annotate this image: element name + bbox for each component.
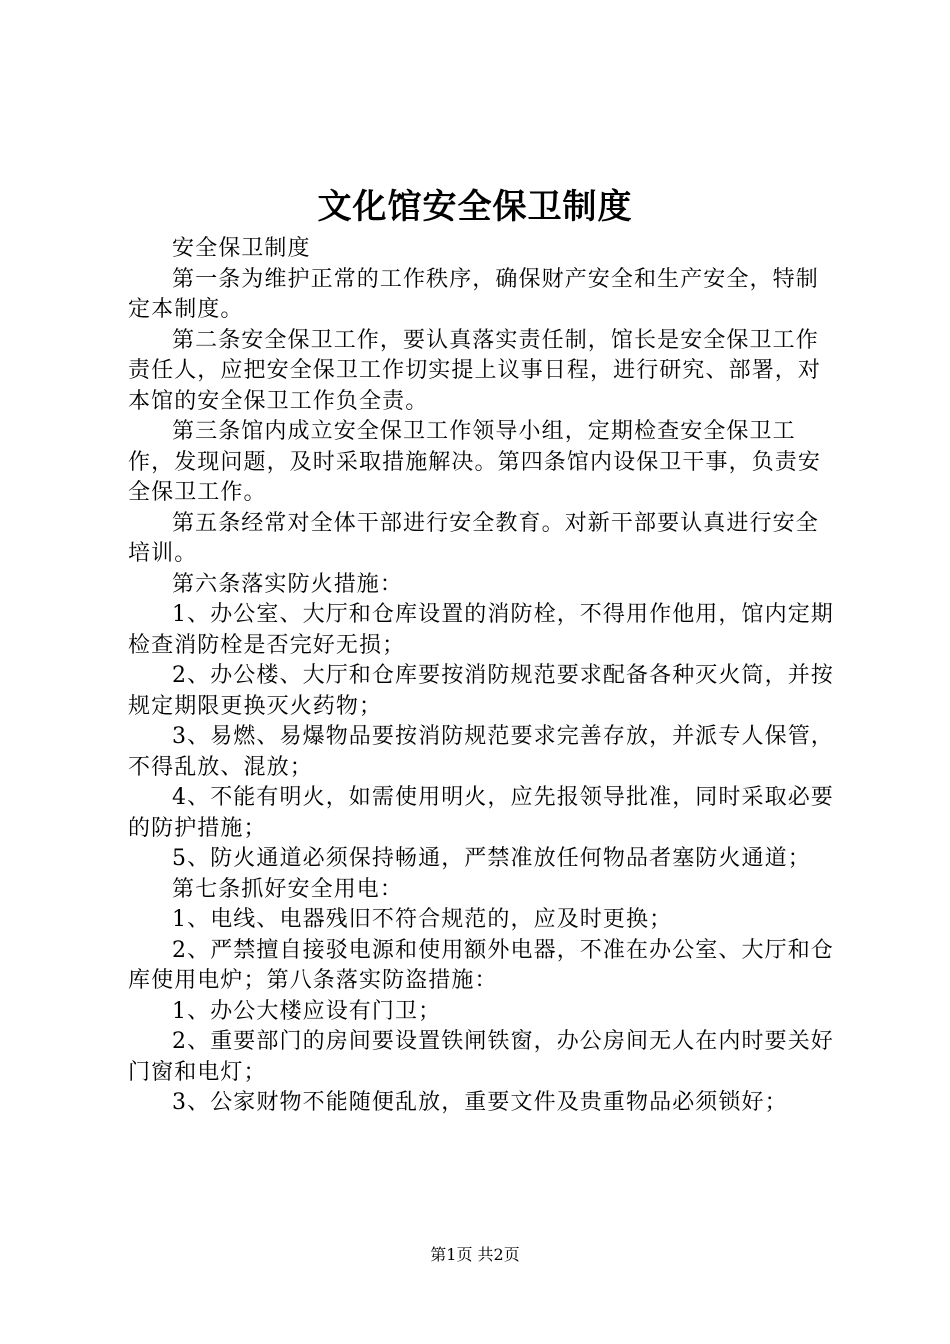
page-footer: 第1页 共2页 — [430, 1245, 520, 1264]
paragraph-electric-item-1: 1、电线、电器残旧不符合规范的，应及时更换； — [172, 907, 673, 932]
paragraph-article-1: 第一条为维护正常的工作秩序，确保财产安全和生产安全，特制定本制度。 — [128, 266, 819, 322]
paragraph-fire-item-3: 3、易燃、易爆物品要按消防规范要求完善存放，并派专人保管，不得乱放、混放； — [128, 724, 834, 780]
document-body — [128, 234, 834, 1119]
document-title: 文化馆安全保卫制度 — [317, 187, 633, 227]
paragraph-theft-item-3: 3、公家财物不能随便乱放，重要文件及贵重物品必须锁好； — [172, 1090, 788, 1115]
paragraph-article-3-4: 第三条馆内成立安全保卫工作领导小组，定期检查安全保卫工作，发现问题，及时采取措施解决。第四条馆内设保卫干事，负责安全保卫工作。 — [128, 419, 822, 505]
paragraph-fire-item-2: 2、办公楼、大厅和仓库要按消防规范要求配备各种灭火筒，并按规定期限更换灭火药物； — [128, 663, 834, 719]
paragraph-heading: 安全保卫制度 — [172, 236, 311, 261]
paragraph-article-5: 第五条经常对全体干部进行安全教育。对新干部要认真进行安全培训。 — [128, 510, 819, 566]
paragraph-electric-item-2: 2、严禁擅自接驳电源和使用额外电器，不准在办公室、大厅和仓库使用电炉；第八条落实防盗措施： — [128, 937, 834, 993]
paragraph-article-6: 第六条落实防火措施： — [172, 571, 404, 597]
paragraph-theft-item-1: 1、办公大楼应设有门卫； — [172, 998, 442, 1024]
paragraph-fire-item-4: 4、不能有明火，如需使用明火，应先报领导批准，同时采取必要的防护措施； — [128, 785, 834, 841]
paragraph-theft-item-2: 2、重要部门的房间要设置铁闸铁窗，办公房间无人在内时要关好门窗和电灯； — [128, 1029, 834, 1085]
paragraph-fire-item-1: 1、办公室、大厅和仓库设置的消防栓，不得用作他用，馆内定期检查消防栓是否完好无损； — [128, 602, 834, 658]
paragraph-article-2: 第二条安全保卫工作，要认真落实责任制，馆长是安全保卫工作责任人，应把安全保卫工作切实提上议事日程，进行研究、部署，对本馆的安全保卫工作负全责。 — [128, 327, 822, 414]
paragraph-article-7: 第七条抓好安全用电： — [172, 876, 404, 902]
paragraph-fire-item-5: 5、防火通道必须保持畅通，严禁准放任何物品者塞防火通道； — [172, 846, 811, 871]
